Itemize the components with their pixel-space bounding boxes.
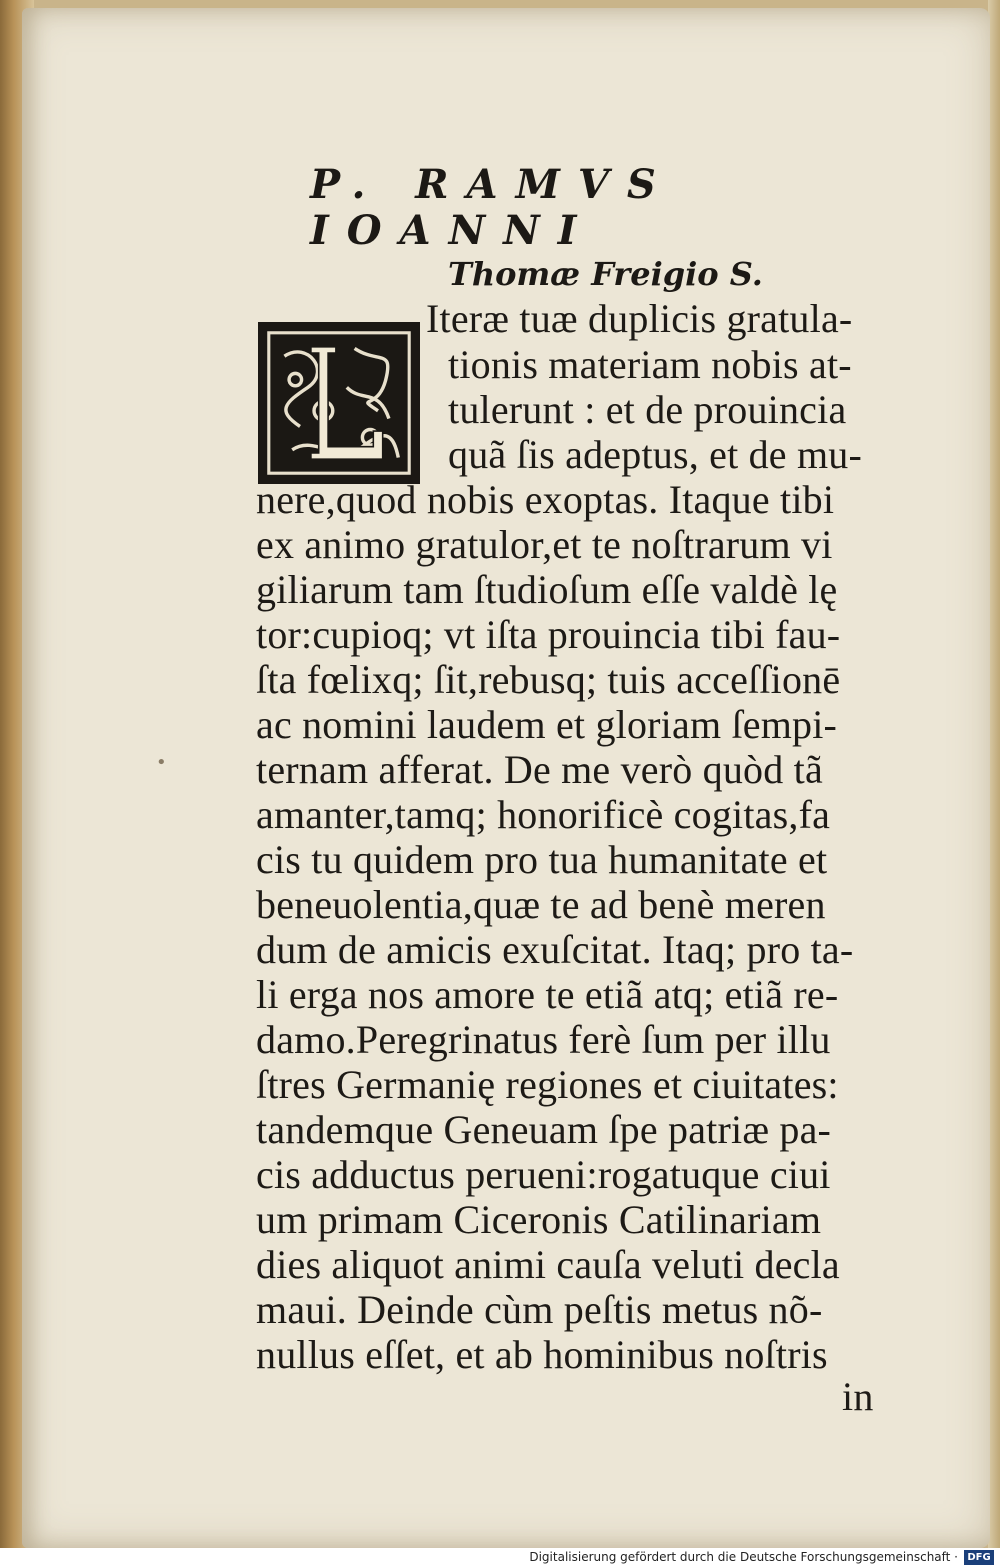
letter-heading: [310, 162, 870, 294]
text-line: li erga nos amore te etiã atq; etiã re-: [256, 972, 839, 1017]
text-line: dies aliquot animi cauſa veluti decla: [256, 1242, 840, 1287]
text-line: ternam afferat. De me verò quòd tã: [256, 747, 823, 792]
text-line: tor:cupioq; vt iſta prouincia tibi fau-: [256, 612, 841, 657]
heading-line-2: Thomæ Freigio S.: [448, 255, 763, 293]
text-line: tandemque Geneuam ſpe patriæ pa-: [256, 1107, 832, 1152]
text-line: ſtres Germanię regiones et ciuitates:: [256, 1062, 839, 1107]
text-line: ſta fœlixq; ſit,rebusq; tuis acceſſionē: [256, 657, 841, 702]
text-line: maui. Deinde cùm peſtis metus nõ-: [256, 1287, 823, 1332]
digitization-credit: Digitalisierung gefördert durch die Deutsche Forschungsgemeinschaft ·: [529, 1550, 958, 1564]
margin-mark: •: [156, 752, 167, 773]
text-line: amanter,tamq; honorificè cogitas,fa: [256, 792, 831, 837]
text-line: tionis materiam nobis at-: [448, 342, 852, 387]
text-line: ac nomini laudem et gloriam ſempi-: [256, 702, 838, 747]
text-line: ex animo gratulor,et te noſtrarum vi: [256, 522, 833, 567]
text-line: Iteræ tuæ duplicis gratula-: [426, 296, 853, 341]
heading-line-1: P. RAMVS IOANNI: [310, 161, 674, 254]
text-line: tulerunt : et de prouincia: [448, 387, 847, 432]
text-line: cis adductus perueni:rogatuque ciui: [256, 1152, 831, 1197]
dfg-logo: DFG: [964, 1550, 994, 1565]
text-line: nullus eſſet, et ab hominibus noſtris: [256, 1332, 828, 1377]
text-line: beneuolentia,quæ te ad benè meren: [256, 882, 826, 927]
text-line: giliarum tam ſtudioſum eſſe valdè lę: [256, 567, 838, 612]
text-line: quã ſis adeptus, et de mu-: [448, 432, 862, 477]
ornamental-initial-icon: [261, 325, 417, 481]
text-line: cis tu quidem pro tua humanitate et: [256, 837, 828, 882]
text-line: damo.Peregrinatus ferè ſum per illu: [256, 1017, 831, 1062]
text-line: nere,quod nobis exoptas. Itaque tibi: [256, 477, 835, 522]
catchword: in: [842, 1374, 874, 1419]
text-line: um primam Ciceronis Catilinariam: [256, 1197, 822, 1242]
text-line: dum de amicis exuſcitat. Itaq; pro ta-: [256, 927, 854, 972]
decorated-initial-L: [258, 322, 420, 484]
